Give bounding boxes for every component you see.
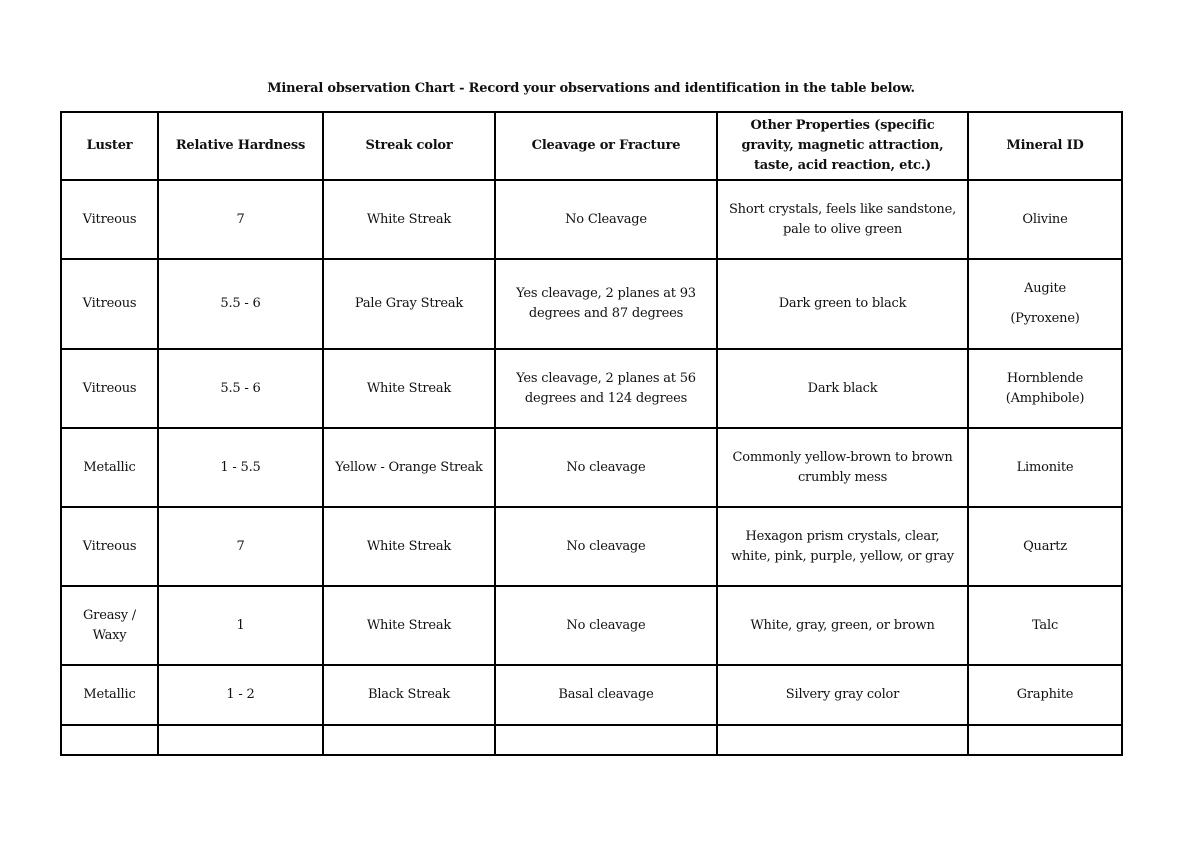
table-row xyxy=(61,665,1122,725)
page-title: Mineral observation Chart - Record your observations and identification in the table below. xyxy=(267,81,915,96)
empty-table-row xyxy=(61,725,1122,755)
cell-cleavage: No cleavage xyxy=(495,586,717,665)
empty-cell[interactable] xyxy=(61,725,158,755)
cell-cleavage: No cleavage xyxy=(495,428,717,507)
cell-luster: Vitreous xyxy=(61,507,158,586)
header-other-properties: Other Properties (specific gravity, magnetic attraction, taste, acid reaction, etc.) xyxy=(717,112,968,180)
cell-luster: Vitreous xyxy=(61,259,158,349)
header-row xyxy=(61,112,1122,180)
cell-streak: White Streak xyxy=(323,586,495,665)
table-row xyxy=(61,180,1122,259)
header-streak-color: Streak color xyxy=(323,112,495,180)
cell-streak: Yellow - Orange Streak xyxy=(323,428,495,507)
empty-cell[interactable] xyxy=(968,725,1122,755)
empty-cell[interactable] xyxy=(495,725,717,755)
cell-other-properties: Commonly yellow-brown to brown crumbly mess xyxy=(717,428,968,507)
cell-hardness: 1 - 5.5 xyxy=(158,428,323,507)
header-relative-hardness: Relative Hardness xyxy=(158,112,323,180)
cell-hardness: 5.5 - 6 xyxy=(158,259,323,349)
cell-luster: Metallic xyxy=(61,428,158,507)
header-luster: Luster xyxy=(61,112,158,180)
empty-cell[interactable] xyxy=(323,725,495,755)
cell-mineral-id xyxy=(968,259,1122,349)
cell-other-properties: Dark green to black xyxy=(717,259,968,349)
cell-mineral-id: Quartz xyxy=(968,507,1122,586)
cell-cleavage: No Cleavage xyxy=(495,180,717,259)
cell-mineral-id: Limonite xyxy=(968,428,1122,507)
cell-other-properties: Hexagon prism crystals, clear, white, pink, purple, yellow, or gray xyxy=(717,507,968,586)
mineral-name: Augite xyxy=(1024,281,1066,296)
cell-streak: Black Streak xyxy=(323,665,495,725)
mineral-observation-table xyxy=(60,111,1123,756)
cell-cleavage: Basal cleavage xyxy=(495,665,717,725)
cell-mineral-id: Graphite xyxy=(968,665,1122,725)
header-cleavage-or-fracture: Cleavage or Fracture xyxy=(495,112,717,180)
table-row xyxy=(61,259,1122,349)
cell-luster: Vitreous xyxy=(61,180,158,259)
empty-cell[interactable] xyxy=(717,725,968,755)
cell-other-properties: Dark black xyxy=(717,349,968,428)
cell-luster: Vitreous xyxy=(61,349,158,428)
table-row xyxy=(61,586,1122,665)
cell-cleavage: Yes cleavage, 2 planes at 56 degrees and 124 degrees xyxy=(495,349,717,428)
cell-other-properties: Short crystals, feels like sandstone, pale to olive green xyxy=(717,180,968,259)
cell-luster: Metallic xyxy=(61,665,158,725)
cell-luster: Greasy / Waxy xyxy=(61,586,158,665)
cell-hardness: 1 xyxy=(158,586,323,665)
cell-hardness: 5.5 - 6 xyxy=(158,349,323,428)
cell-other-properties: White, gray, green, or brown xyxy=(717,586,968,665)
mineral-group: (Pyroxene) xyxy=(1010,311,1080,326)
cell-hardness: 1 - 2 xyxy=(158,665,323,725)
cell-mineral-id: Hornblende (Amphibole) xyxy=(968,349,1122,428)
cell-mineral-id: Olivine xyxy=(968,180,1122,259)
cell-other-properties: Silvery gray color xyxy=(717,665,968,725)
cell-cleavage: Yes cleavage, 2 planes at 93 degrees and 87 degrees xyxy=(495,259,717,349)
table-row xyxy=(61,507,1122,586)
cell-streak: White Streak xyxy=(323,507,495,586)
empty-cell[interactable] xyxy=(158,725,323,755)
cell-mineral-id: Talc xyxy=(968,586,1122,665)
cell-cleavage: No cleavage xyxy=(495,507,717,586)
table-row xyxy=(61,428,1122,507)
cell-streak: Pale Gray Streak xyxy=(323,259,495,349)
cell-hardness: 7 xyxy=(158,507,323,586)
header-mineral-id: Mineral ID xyxy=(968,112,1122,180)
cell-streak: White Streak xyxy=(323,180,495,259)
cell-streak: White Streak xyxy=(323,349,495,428)
cell-hardness: 7 xyxy=(158,180,323,259)
table-row xyxy=(61,349,1122,428)
